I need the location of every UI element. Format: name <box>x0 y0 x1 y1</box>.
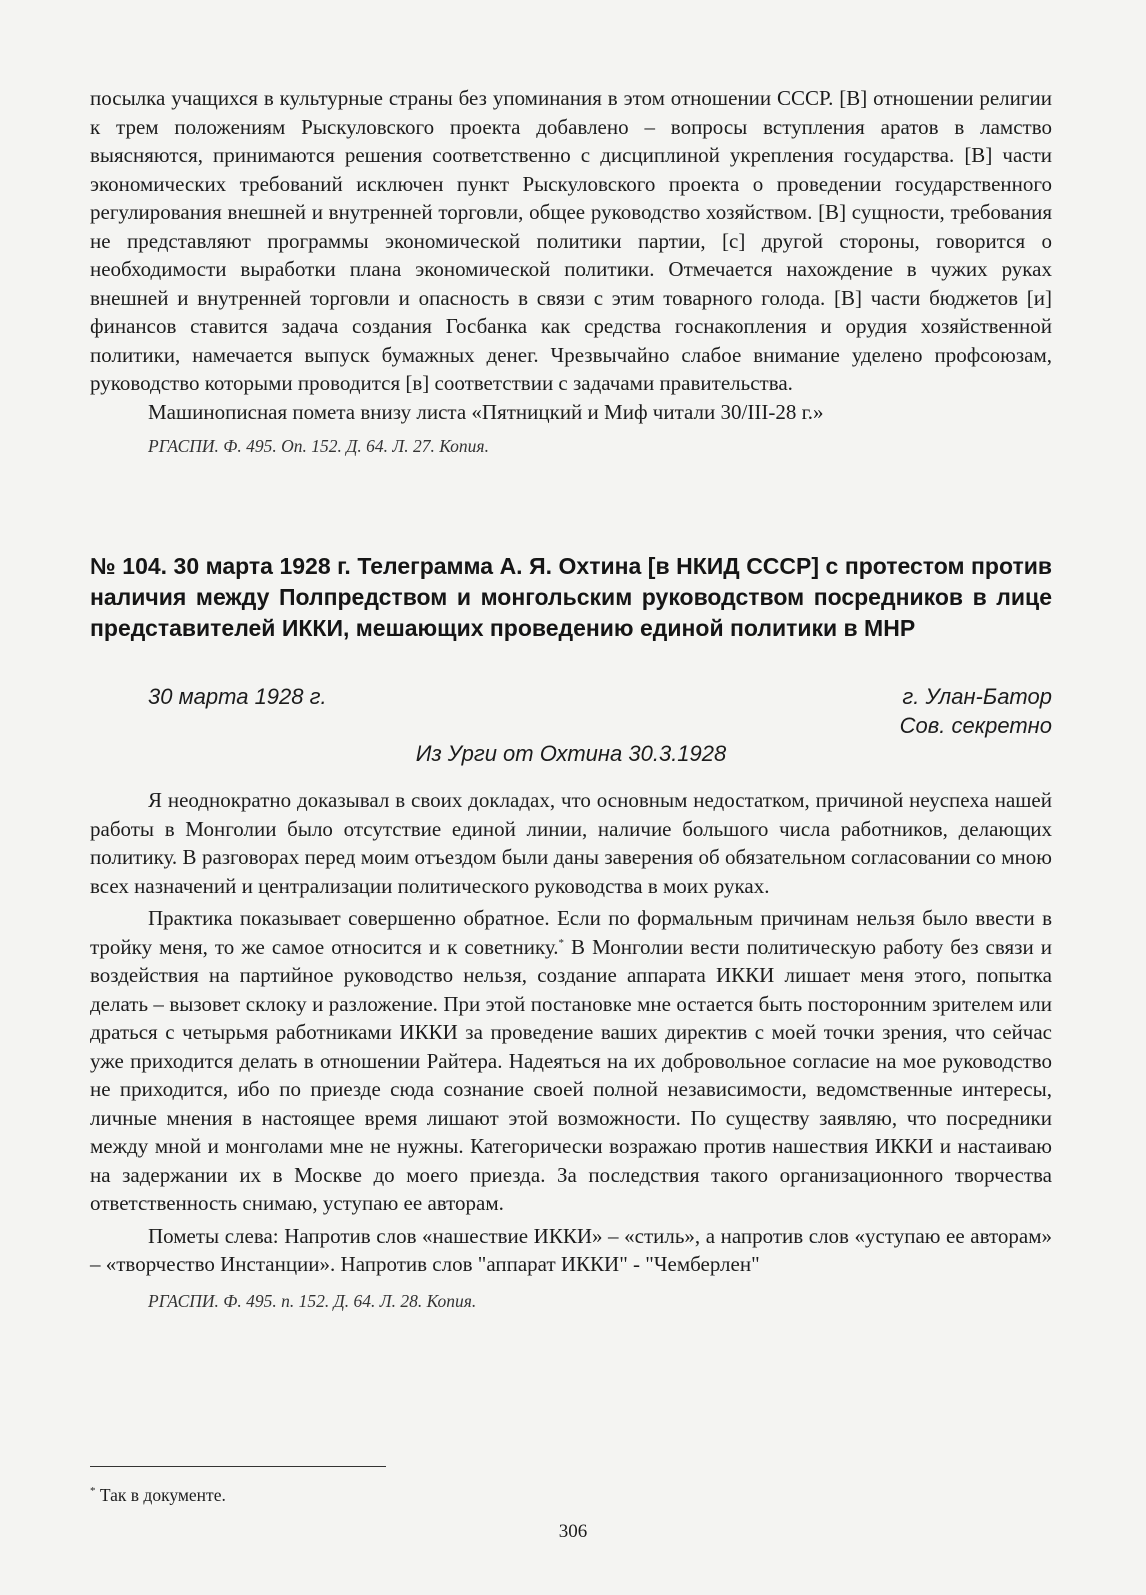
previous-document-section <box>90 84 1052 458</box>
body-paragraph-2-part-b: В Монголии вести политическую работу без связи и воздействия на партийное руководство нельзя, создание аппарата ИККИ лишает меня этого, попытка делать – вызовет склоку и разложение. При этой постановке мне остается быть посторонним зрителем или драться с четырьмя работниками ИККИ за проведение ваших директив с моей точки зрения, что сейчас уже приходится делать в отношении Райтера. Надеяться на их добровольное согласие на мое руководство не приходится, ибо по приезде сюда сознание своей полной независимости, ведомственные интересы, личные мнения в настоящее время лишают этой возможности. По существу заявляю, что посредники между мной и монголами мне не нужны. Категорически возражаю против нашествия ИККИ и настаиваю на задержании их в Москве до моего приезда. За последствия такого организационного творчества ответственность снимаю, уступаю ее авторам. <box>90 934 1052 1215</box>
document-meta <box>90 682 1052 774</box>
body-paragraph-2-part-a: Практика показывает совершенно обратное. Если по формальным причинам нельзя было ввести в тройку меня, то же самое относится и к советнику. <box>90 906 1052 959</box>
document-date: 30 марта 1928 г. <box>148 684 327 709</box>
document-origin: Из Урги от Охтина 30.3.1928 <box>415 741 727 766</box>
prev-typed-note: Машинописная помета внизу листа «Пятницкий и Миф читали 30/III-28 г.» <box>148 399 824 424</box>
footnote <box>90 1483 226 1507</box>
footnote-marker: * <box>90 1485 96 1498</box>
document-place-block <box>900 682 1052 740</box>
body-paragraph-2 <box>90 904 1052 1218</box>
footnote-text: Так в документе. <box>95 1485 226 1505</box>
document-place: г. Улан-Батор <box>902 684 1052 709</box>
document-body <box>90 786 1052 1313</box>
footnote-reference: * <box>558 936 564 949</box>
prev-paragraph: посылка учащихся в культурные страны без упоминания в этом отношении СССР. [В] отношении религии к трем положениям Рыскуловского проекта добавлено – вопросы вступления аратов в ламство выясняются, принимаются решения соответственно с дисциплиной укрепления государства. [В] части экономических требований исключен пункт Рыскуловского проекта о проведении государственного регулирования внешней и внутренней торговли, общее руководство хозяйством. [В] сущности, требования не представляют программы экономической политики партии, [с] другой стороны, говорится о необходимости выработки плана экономической политики. Отмечается нахождение в чужих руках внешней и внутренней торговли и опасность в связи с этим товарного голода. [В] части бюджетов [и] финансов ставится задача создания Госбанка как средства госнакопления и орудия хозяйственной политики, намечается выпуск бумажных денег. Чрезвычайно слабое внимание уделено профсоюзам, руководство которыми проводится [в] соответствии с задачами правительства. <box>90 86 1052 395</box>
document-heading: № 104. 30 марта 1928 г. Телеграмма А. Я. Охтина [в НКИД СССР] с протестом против наличия между Полпредством и монгольским руководством посредников в лице представителей ИККИ, мешающих проведению единой политики в МНР <box>90 553 1052 641</box>
body-paragraph-1: Я неоднократно доказывал в своих докладах, что основным недостатком, причиной неуспеха нашей работы в Монголии было отсутствие единой линии, наличие большого числа работников, делающих политику. В разговорах перед моим отъездом были даны заверения об обязательном согласовании со мною всех назначений и централизации политического руководства в моих руках. <box>90 788 1052 898</box>
footnote-divider <box>90 1466 386 1467</box>
document-104-heading-block <box>90 551 1052 644</box>
archive-reference: РГАСПИ. Ф. 495. п. 152. Д. 64. Л. 28. Копия. <box>148 1290 477 1311</box>
prev-archive-reference: РГАСПИ. Ф. 495. Оп. 152. Д. 64. Л. 27. Копия. <box>148 436 489 456</box>
document-classification: Сов. секретно <box>899 713 1052 738</box>
page-number: 306 <box>558 1521 588 1542</box>
marginal-marks-note: Пометы слева: Напротив слов «нашествие ИККИ» – «стиль», а напротив слов «уступаю ее авторам» – «творчество Инстанции». Напротив слов "аппарат ИККИ" - "Чемберлен" <box>90 1223 1052 1276</box>
